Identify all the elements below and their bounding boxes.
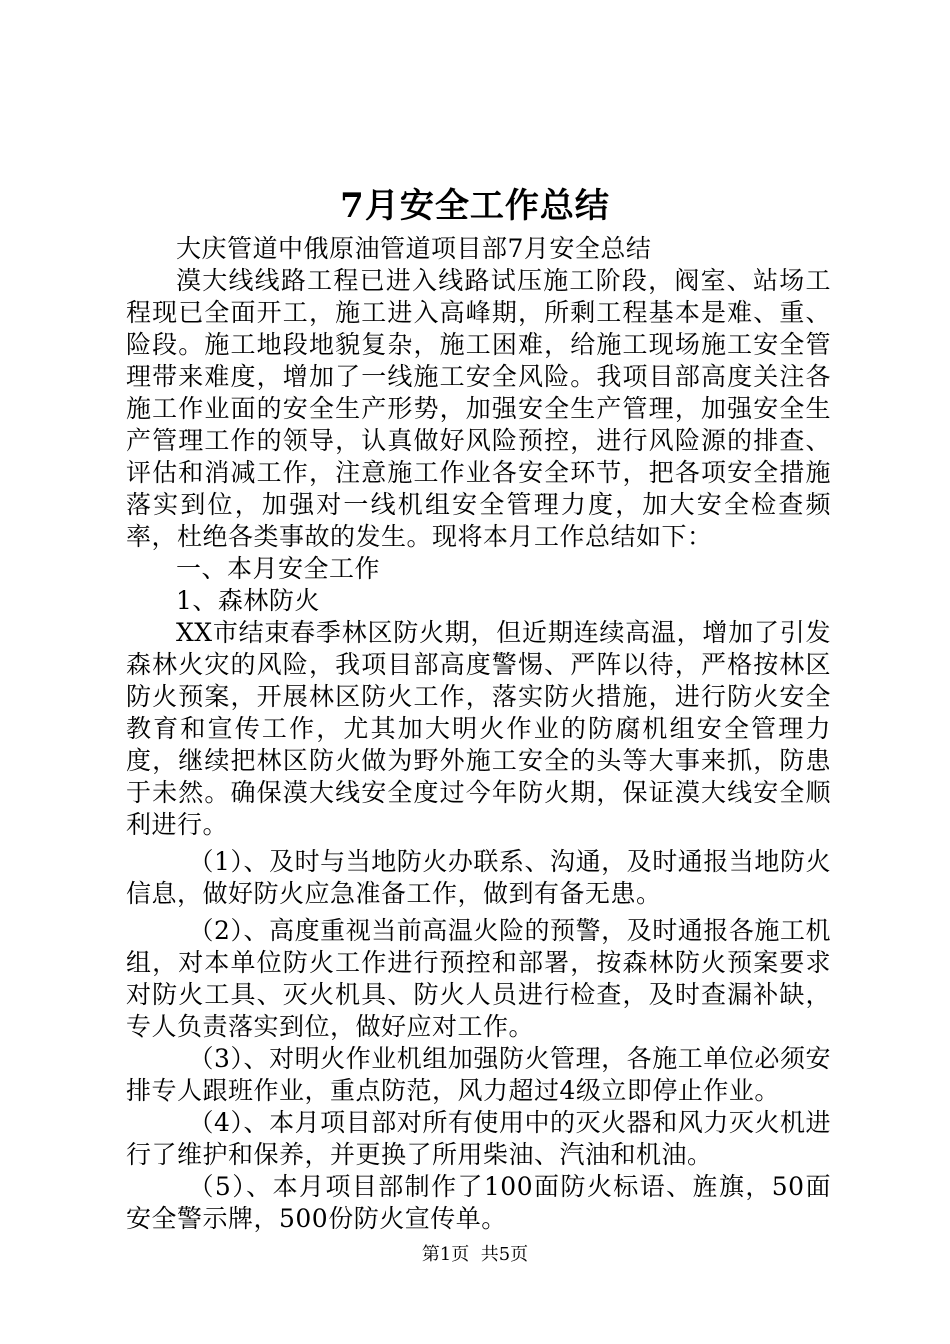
document-title: 7月安全工作总结: [340, 186, 610, 226]
document-body: [126, 233, 831, 1235]
list-item: （5）、本月项目部制作了100面防火标语、旌旗，50面安全警示牌，500份防火宣传单。: [126, 1172, 831, 1233]
list-item: （4）、本月项目部对所有使用中的灭火器和风力灭火机进行了维护和保养，并更换了所用柴油、汽油和机油。: [126, 1108, 831, 1169]
intro-paragraph: 漠大线线路工程已进入线路试压施工阶段，阀室、站场工程现已全面开工，施工进入高峰期，所剩工程基本是难、重、险段。施工地段地貌复杂，施工困难，给施工现场施工安全管理带来难度，增加了一线施工安全风险。我项目部高度关注各施工作业面的安全生产形势，加强安全生产管理，加强安全生产管理工作的领导，认真做好风险预控，进行风险源的排查、评估和消减工作，注意施工作业各安全环节，把各项安全措施落实到位，加强对一线机组安全管理力度，加大安全检查频率，杜绝各类事故的发生。现将本月工作总结如下：: [126, 266, 831, 551]
list-item: （2）、高度重视当前高温火险的预警，及时通报各施工机组，对本单位防火工作进行预控和部署，按森林防火预案要求对防火工具、灭火机具、防火人员进行检查，及时查漏补缺，专人负责落实到位，做好应对工作。: [126, 916, 831, 1041]
page-footer: 第1页 共5页: [421, 1244, 529, 1265]
list-item: （1）、及时与当地防火办联系、沟通，及时通报当地防火信息，做好防火应急准备工作，做到有备无患。: [126, 847, 831, 908]
subsection-heading: 1、森林防火: [176, 586, 320, 615]
list-item: （3）、对明火作业机组加强防火管理，各施工单位必须安排专人跟班作业，重点防范，风力超过4级立即停止作业。: [126, 1044, 831, 1105]
subtitle-paragraph: 大庆管道中俄原油管道项目部7月安全总结: [176, 234, 652, 263]
section-heading: 一、本月安全工作: [176, 554, 381, 583]
fire-prevention-paragraph: XX市结束春季林区防火期，但近期连续高温，增加了引发森林火灾的风险，我项目部高度警惕、严阵以待，严格按林区防火预案，开展林区防火工作，落实防火措施，进行防火安全教育和宣传工作，尤其加大明火作业的防腐机组安全管理力度，继续把林区防火做为野外施工安全的头等大事来抓，防患于未然。确保漠大线安全度过今年防火期，保证漠大线安全顺利进行。: [126, 618, 831, 839]
